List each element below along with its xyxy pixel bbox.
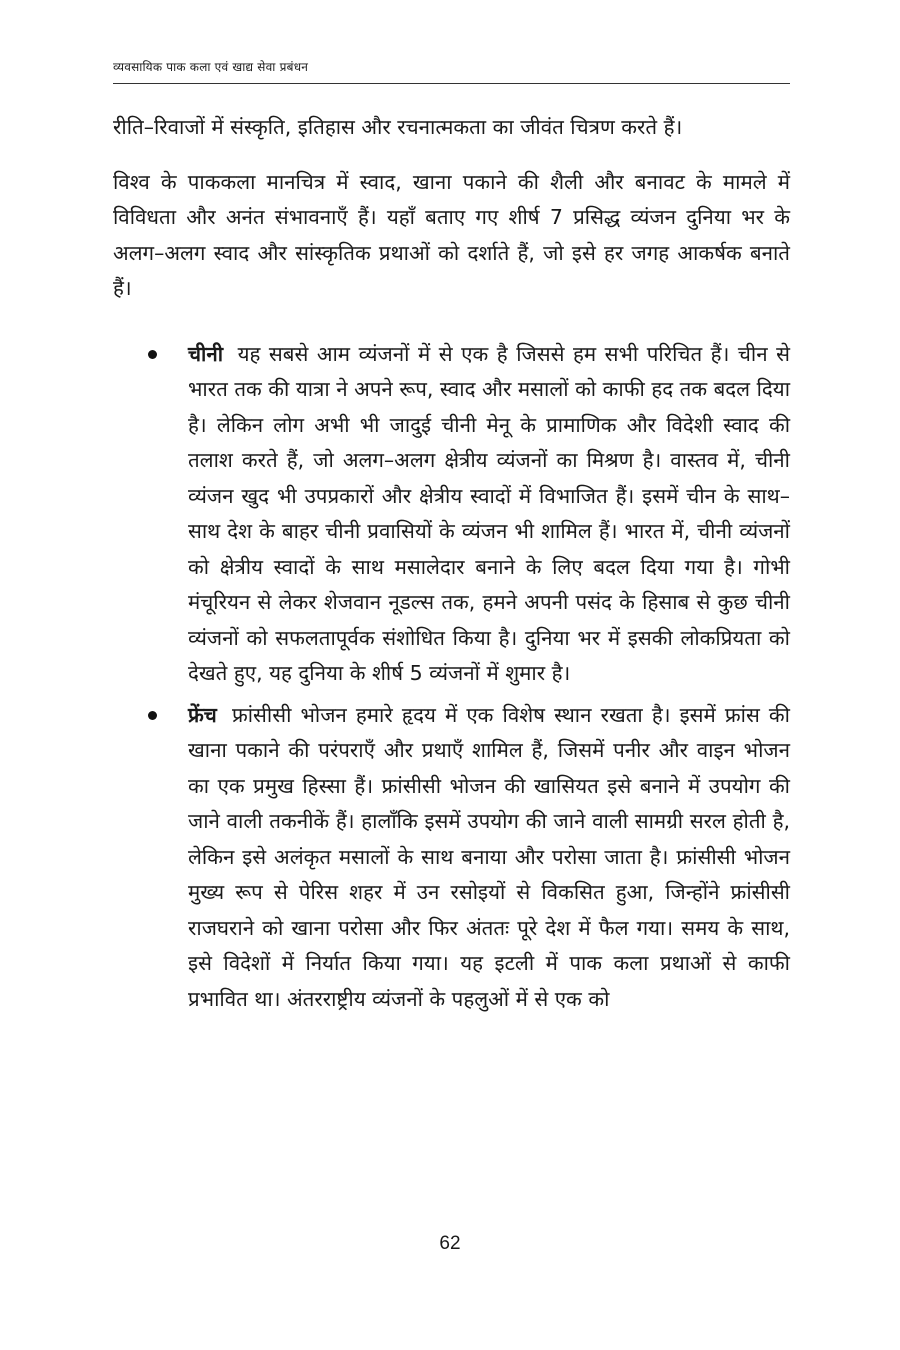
bullet-dot-icon: [148, 711, 157, 720]
running-header: व्यवसायिक पाक कला एवं खाद्य सेवा प्रबंधन: [113, 60, 309, 74]
list-item-title: चीनी: [188, 341, 224, 366]
cuisine-list: [113, 337, 790, 1018]
list-item-chinese: [188, 337, 790, 692]
paragraph: विश्व के पाककला मानचित्र में स्वाद, खाना पकाने की शैली और बनावट के मामले में विविधता और अनंत संभावनाएँ हैं। यहाँ बताए गए शीर्ष 7 प्रसिद्ध व्यंजन दुनिया भर के अलग–अलग स्वाद और सांस्कृतिक प्रथाओं को दर्शाते हैं, जो इसे हर जगह आकर्षक बनाते हैं।: [113, 169, 790, 300]
paragraph: रीति–रिवाजों में संस्कृति, इतिहास और रचनात्मकता का जीवंत चित्रण करते हैं।: [113, 115, 683, 139]
list-item-title: फ्रेंच: [188, 702, 217, 727]
header-divider: [113, 83, 790, 84]
page-body: [113, 110, 790, 1023]
list-item-text: यह सबसे आम व्यंजनों में से एक है जिससे हम सभी परिचित हैं। चीन से भारत तक की यात्रा ने अपने रूप, स्वाद और मसालों को काफी हद तक बदल दिया है। लेकिन लोग अभी भी जादुई चीनी मेनू के प्रामाणिक और विदेशी स्वाद की तलाश करते हैं, जो अलग–अलग क्षेत्रीय व्यंजनों का मिश्रण है। वास्तव में, चीनी व्यंजन खुद भी उपप्रकारों और क्षेत्रीय स्वादों में विभाजित हैं। इसमें चीन के साथ–साथ देश के बाहर चीनी प्रवासियों के व्यंजन भी शामिल हैं। भारत में, चीनी व्यंजनों को क्षेत्रीय स्वादों के साथ मसालेदार बनाने के लिए बदल दिया गया है। गोभी मंचूरियन से लेकर शेजवान नूडल्स तक, हमने अपनी पसंद के हिसाब से कुछ चीनी व्यंजनों को सफलतापूर्वक संशोधित किया है। दुनिया भर में इसकी लोकप्रियता को देखते हुए, यह दुनिया के शीर्ष 5 व्यंजनों में शुमार है।: [188, 341, 790, 685]
list-item-french: [188, 698, 790, 1018]
list-item-text: फ्रांसीसी भोजन हमारे हृदय में एक विशेष स्थान रखता है। इसमें फ्रांस की खाना पकाने की परंपराएँ और प्रथाएँ शामिल हैं, जिसमें पनीर और वाइन भोजन का एक प्रमुख हिस्सा हैं। फ्रांसीसी भोजन की खासियत इसे बनाने में उपयोग की जाने वाली तकनीकें हैं। हालाँकि इसमें उपयोग की जाने वाली सामग्री सरल होती है, लेकिन इसे अलंकृत मसालों के साथ बनाया और परोसा जाता है। फ्रांसीसी भोजन मुख्य रूप से पेरिस शहर में उन रसोइयों से विकसित हुआ, जिन्होंने फ्रांसीसी राजघराने को खाना परोसा और फिर अंततः पूरे देश में फैल गया। समय के साथ, इसे विदेशों में निर्यात किया गया। यह इटली में पाक कला प्रथाओं से काफी प्रभावित था। अंतरराष्ट्रीय व्यंजनों के पहलुओं में से एक को: [188, 702, 790, 1011]
bullet-dot-icon: [148, 350, 157, 359]
page-number: 62: [439, 1233, 461, 1254]
